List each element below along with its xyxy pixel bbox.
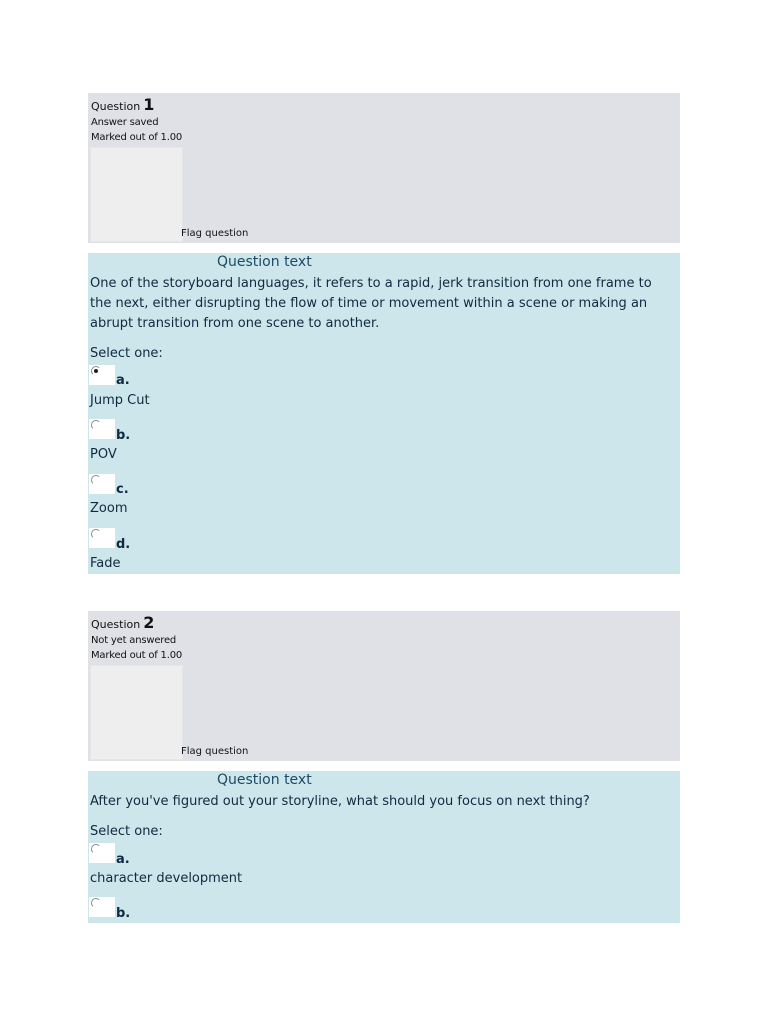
answer-radio-d-cell[interactable] (89, 528, 115, 548)
question-2-content (88, 771, 680, 923)
answer-option-d[interactable]: Fade (90, 556, 121, 571)
answer-letter-d: d. (116, 537, 131, 552)
answer-radio-d[interactable] (91, 529, 101, 539)
select-one-prompt: Select one: (90, 346, 163, 361)
question-label: Question (91, 618, 141, 631)
question-number-value: 1 (143, 95, 155, 114)
question-number (91, 95, 154, 114)
question-2-info (88, 611, 680, 761)
question-label: Question (91, 100, 141, 113)
question-state: Answer saved (91, 117, 159, 128)
answer-radio-b[interactable] (91, 420, 101, 430)
answer-letter-a: a. (116, 852, 130, 867)
question-text: One of the storyboard languages, it refers to a rapid, jerk transition from one frame to the next, either disrupting the flow of time or movement within a scene or making an abrupt transition from one scene to another. (90, 276, 652, 331)
answer-option-a[interactable]: Jump Cut (90, 393, 150, 408)
answer-letter-c: c. (116, 482, 129, 497)
answer-letter-a: a. (116, 373, 130, 388)
question-text-heading: Question text (217, 772, 312, 788)
answer-radio-a-cell[interactable] (89, 843, 115, 863)
question-grade: Marked out of 1.00 (91, 132, 183, 143)
answer-option-b[interactable]: POV (90, 447, 117, 462)
answer-radio-a-cell[interactable] (89, 365, 115, 385)
flag-question-link[interactable]: Flag question (181, 228, 249, 239)
answer-radio-b-cell[interactable] (89, 419, 115, 439)
answer-radio-a[interactable] (91, 844, 101, 854)
answer-radio-c[interactable] (91, 475, 101, 485)
answer-letter-b: b. (116, 906, 131, 921)
answer-option-a[interactable]: character development (90, 871, 243, 886)
answer-letter-b: b. (116, 428, 131, 443)
question-1-info (88, 93, 680, 243)
question-grade: Marked out of 1.00 (91, 650, 183, 661)
question-1-content (88, 253, 680, 574)
question-number (91, 613, 154, 632)
question-text-heading: Question text (217, 254, 312, 270)
answer-radio-b[interactable] (91, 898, 101, 908)
answer-radio-c-cell[interactable] (89, 474, 115, 494)
answer-radio-a[interactable] (91, 366, 101, 376)
flag-icon[interactable] (90, 147, 183, 242)
question-state: Not yet answered (91, 635, 177, 646)
question-number-value: 2 (143, 613, 155, 632)
answer-radio-b-cell[interactable] (89, 897, 115, 917)
flag-question-link[interactable]: Flag question (181, 746, 249, 757)
question-text: After you've figured out your storyline, what should you focus on next thing? (90, 794, 590, 809)
answer-option-c[interactable]: Zoom (90, 501, 128, 516)
select-one-prompt: Select one: (90, 824, 163, 839)
flag-icon[interactable] (90, 665, 183, 760)
